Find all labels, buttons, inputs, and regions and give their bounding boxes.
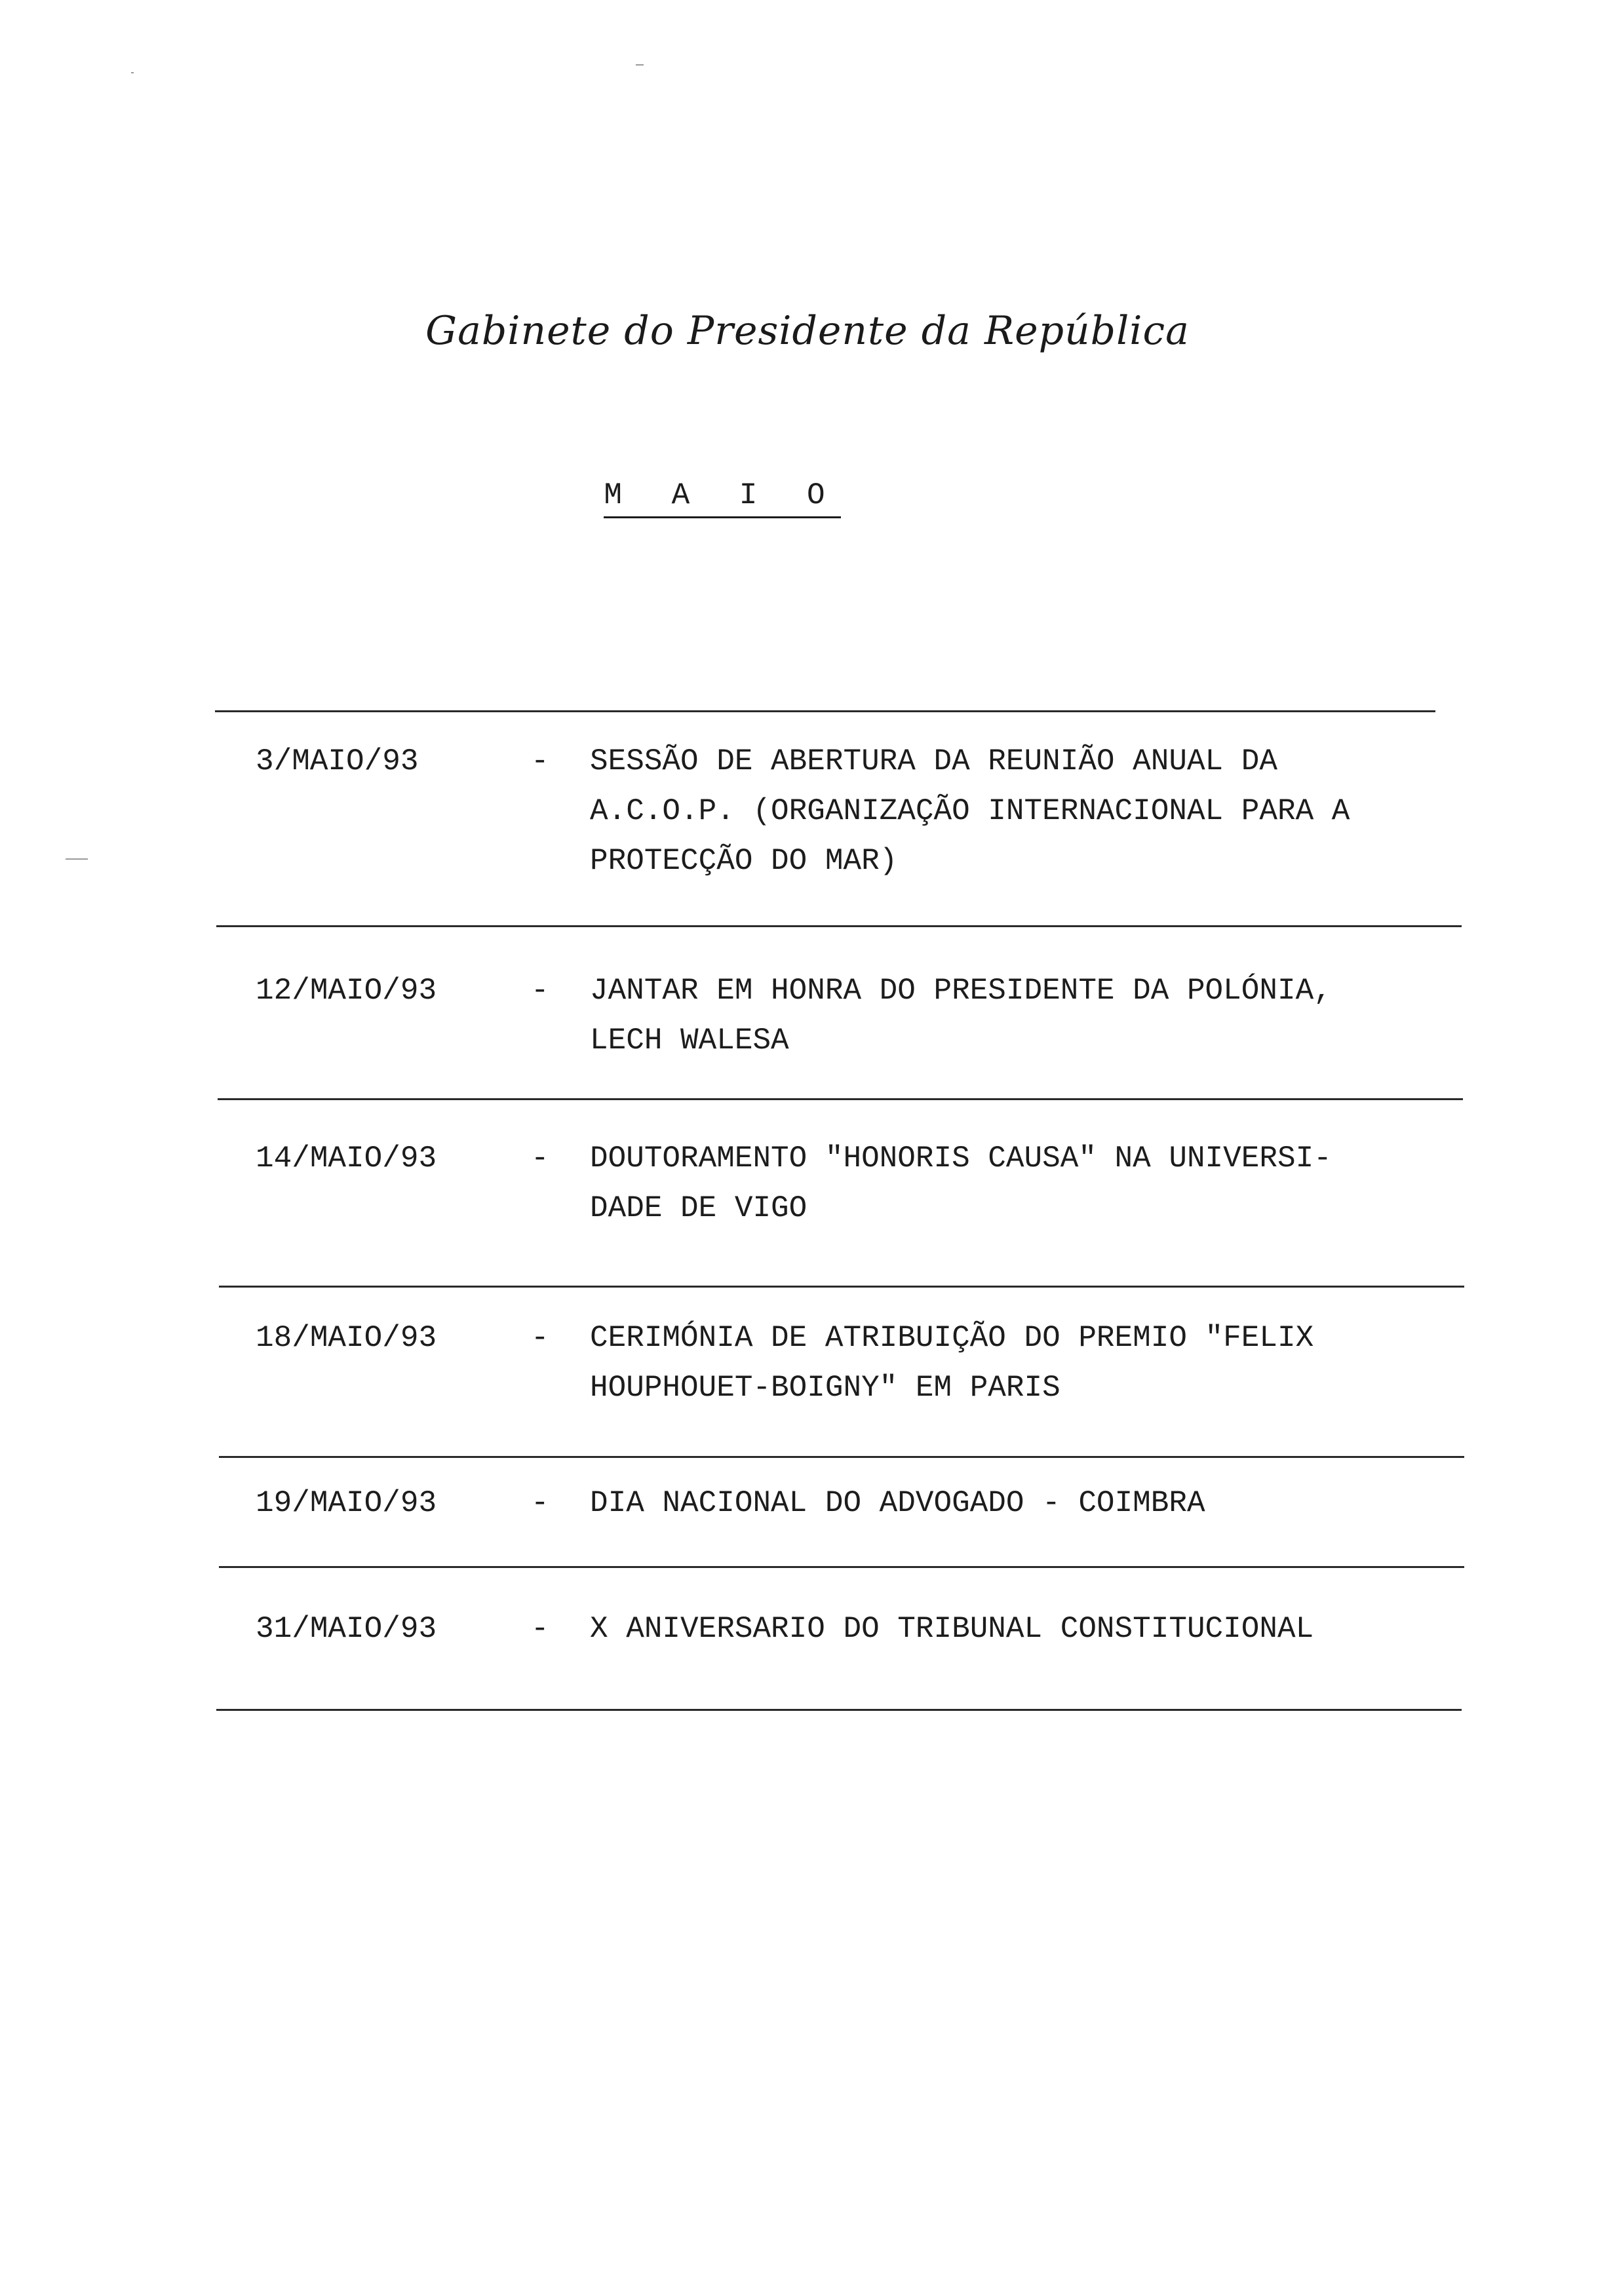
scan-speck xyxy=(66,858,88,860)
event-dash: - xyxy=(531,1612,549,1646)
event-description-line: DOUTORAMENTO "HONORIS CAUSA" NA UNIVERSI- xyxy=(590,1141,1332,1176)
event-description-line: A.C.O.P. (ORGANIZAÇÃO INTERNACIONAL PARA A xyxy=(590,794,1350,828)
scan-speck xyxy=(636,64,644,66)
divider xyxy=(218,1098,1463,1100)
event-dash: - xyxy=(531,1486,549,1520)
event-date: 18/MAIO/93 xyxy=(256,1321,437,1355)
divider xyxy=(216,925,1462,927)
event-description xyxy=(590,737,1442,886)
event-date: 14/MAIO/93 xyxy=(256,1141,437,1176)
event-description-line: PROTECÇÃO DO MAR) xyxy=(590,844,898,878)
event-description xyxy=(590,1478,1442,1528)
event-description-line: CERIMÓNIA DE ATRIBUIÇÃO DO PREMIO "FELIX xyxy=(590,1321,1314,1355)
month-title-text: M A I O xyxy=(604,477,840,518)
divider-top xyxy=(215,710,1435,712)
event-description-line: DADE DE VIGO xyxy=(590,1191,808,1225)
divider xyxy=(219,1286,1464,1288)
event-description-line: JANTAR EM HONRA DO PRESIDENTE DA POLÓNIA, xyxy=(590,974,1332,1008)
event-date: 19/MAIO/93 xyxy=(256,1486,437,1520)
divider-bottom xyxy=(216,1709,1462,1711)
event-description xyxy=(590,1134,1442,1233)
scan-speck xyxy=(131,72,134,73)
event-description xyxy=(590,966,1442,1065)
divider xyxy=(219,1456,1464,1458)
event-description-line: DIA NACIONAL DO ADVOGADO - COIMBRA xyxy=(590,1486,1205,1520)
event-description-line: SESSÃO DE ABERTURA DA REUNIÃO ANUAL DA xyxy=(590,744,1277,778)
event-date: 31/MAIO/93 xyxy=(256,1612,437,1646)
event-date: 3/MAIO/93 xyxy=(256,744,419,778)
event-description-line: LECH WALESA xyxy=(590,1024,789,1058)
event-description-line: HOUPHOUET-BOIGNY" EM PARIS xyxy=(590,1371,1060,1405)
event-description-line: X ANIVERSARIO DO TRIBUNAL CONSTITUCIONAL xyxy=(590,1612,1314,1646)
month-title xyxy=(0,477,1429,518)
event-description xyxy=(590,1313,1442,1413)
event-date: 12/MAIO/93 xyxy=(256,974,437,1008)
event-dash: - xyxy=(531,974,549,1008)
divider xyxy=(219,1566,1464,1568)
event-dash: - xyxy=(531,1141,549,1176)
letterhead: Gabinete do Presidente da República xyxy=(425,308,1190,354)
event-dash: - xyxy=(531,1321,549,1355)
event-description xyxy=(590,1604,1442,1654)
event-dash: - xyxy=(531,744,549,778)
